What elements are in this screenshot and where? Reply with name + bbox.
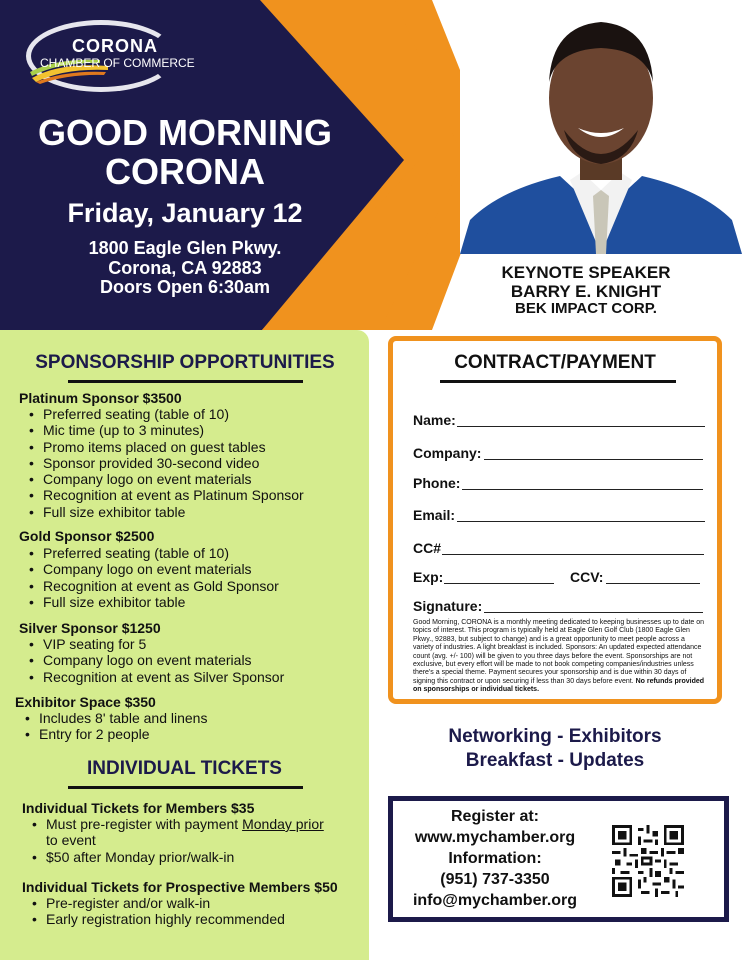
no-refunds-notice: No refunds provided on sponsorships or individual tickets.: [413, 677, 705, 694]
highlights-line2: Breakfast - Updates: [465, 750, 645, 771]
tier-platinum-list: [19, 406, 304, 520]
list-item: • Includes 8' table and linens: [15, 710, 207, 726]
register-url[interactable]: www.mychamber.org: [414, 829, 576, 846]
register-label: Register at:: [450, 808, 540, 825]
ccv-label: CCV:: [570, 569, 604, 585]
list-item: • Entry for 2 people: [15, 726, 207, 742]
members-ticket-title: Individual Tickets for Members $35: [22, 800, 255, 816]
ccv-field[interactable]: [606, 583, 700, 584]
list-item: • Preferred seating (table of 10): [19, 545, 279, 561]
list-item: • Company logo on event materials: [19, 652, 284, 668]
speaker-name: BARRY E. KNIGHT: [510, 282, 662, 301]
sponsorship-title-underline: [68, 380, 303, 383]
logo-corona-text: CORONA: [72, 36, 158, 56]
name-label: Name:: [413, 412, 456, 428]
list-item: • Recognition at event as Silver Sponsor: [19, 669, 284, 685]
list-item: • Full size exhibitor table: [19, 594, 279, 610]
event-address-line1: 1800 Eagle Glen Pkwy.: [88, 238, 282, 258]
tier-platinum-title: Platinum Sponsor $3500: [19, 390, 182, 406]
name-field[interactable]: [457, 426, 705, 427]
event-doors-time: Doors Open 6:30am: [99, 277, 271, 297]
phone-field[interactable]: [462, 489, 703, 490]
list-item: • Recognition at event as Gold Sponsor: [19, 578, 279, 594]
company-label: Company:: [413, 445, 482, 461]
prospect-ticket-title: Individual Tickets for Prospective Members $50: [22, 879, 338, 895]
email-label: Email:: [413, 507, 456, 523]
highlights-line1: Networking - Exhibitors: [448, 726, 662, 747]
exp-field[interactable]: [444, 583, 554, 584]
tier-silver-list: [19, 636, 284, 685]
cc-label: CC#: [413, 540, 442, 556]
signature-field[interactable]: [484, 612, 703, 613]
phone-label: Phone:: [413, 475, 461, 491]
event-title-line1: GOOD MORNING: [38, 112, 332, 153]
email-field[interactable]: [457, 521, 705, 522]
tickets-title: INDIVIDUAL TICKETS: [87, 758, 282, 779]
speaker-portrait-icon: [460, 0, 742, 254]
list-item: • Company logo on event materials: [19, 471, 304, 487]
members-ticket-list: [22, 816, 352, 865]
list-item: • Recognition at event as Platinum Sponsor: [19, 487, 304, 503]
list-item: • VIP seating for 5: [19, 636, 284, 652]
list-item: • Sponsor provided 30-second video: [19, 455, 304, 471]
contract-title: CONTRACT/PAYMENT: [454, 352, 656, 373]
tickets-title-underline: [68, 786, 303, 789]
company-field[interactable]: [484, 459, 703, 460]
list-item: • Mic time (up to 3 minutes): [19, 422, 304, 438]
sponsorship-title: SPONSORSHIP OPPORTUNITIES: [35, 352, 335, 373]
register-email[interactable]: info@mychamber.org: [412, 892, 578, 909]
members-item1-text: Must pre-register with payment: [46, 816, 243, 832]
list-item: • Promo items placed on guest tables: [19, 439, 304, 455]
speaker-photo: [460, 0, 742, 254]
tier-silver-title: Silver Sponsor $1250: [19, 620, 161, 636]
list-item: • Company logo on event materials: [19, 561, 279, 577]
members-item1-tail: to event: [46, 832, 96, 849]
contract-fine-print: [413, 619, 707, 695]
event-title-line2: CORONA: [105, 151, 265, 192]
tier-exhibitor-title: Exhibitor Space $350: [15, 694, 156, 710]
cc-field[interactable]: [442, 554, 704, 555]
list-item: • Early registration highly recommended: [22, 911, 285, 927]
list-item: • Full size exhibitor table: [19, 504, 304, 520]
tier-exhibitor-list: [15, 710, 207, 743]
logo-chamber-text: CHAMBER OF COMMERCE: [40, 56, 195, 70]
contract-title-underline: [440, 380, 676, 383]
list-item: • Preferred seating (table of 10): [19, 406, 304, 422]
list-item: [22, 816, 352, 849]
prospect-ticket-list: [22, 895, 285, 928]
qr-code-icon[interactable]: [612, 825, 684, 897]
signature-label: Signature:: [413, 598, 483, 614]
exp-label: Exp:: [413, 569, 444, 585]
register-phone: (951) 737-3350: [440, 871, 550, 888]
information-label: Information:: [448, 850, 542, 867]
event-date: Friday, January 12: [67, 198, 303, 228]
speaker-role: KEYNOTE SPEAKER: [501, 263, 671, 282]
list-item: • Pre-register and/or walk-in: [22, 895, 285, 911]
monday-prior-link: Monday prior: [242, 816, 324, 832]
tier-gold-list: [19, 545, 279, 610]
speaker-company: BEK IMPACT CORP.: [515, 300, 657, 317]
fine-print-text: Good Morning, CORONA is a monthly meeting dedicated to keeping businesses up to date on topics of interest. This program is typically held at Eagle Glen Golf Club (1800 Eagle Glen Pkwy., 92883, but subject to change) and is a great opportunity to meet people across a variety of industries. A light breakfast is included. Sponsors: An updated expected attendance count (avg. +/- 100) will be given to you three days before the event. Sponsorships are not exclusive, but every effort will be made to not book competing companies/industries unless there's a special theme. Payment secures your sponsorship and is due within 30 days of signing this contract or upon securing if less than 30 days before event.: [413, 619, 705, 685]
event-address-line2: Corona, CA 92883: [108, 258, 262, 278]
list-item: • $50 after Monday prior/walk-in: [22, 849, 352, 865]
tier-gold-title: Gold Sponsor $2500: [19, 528, 155, 544]
